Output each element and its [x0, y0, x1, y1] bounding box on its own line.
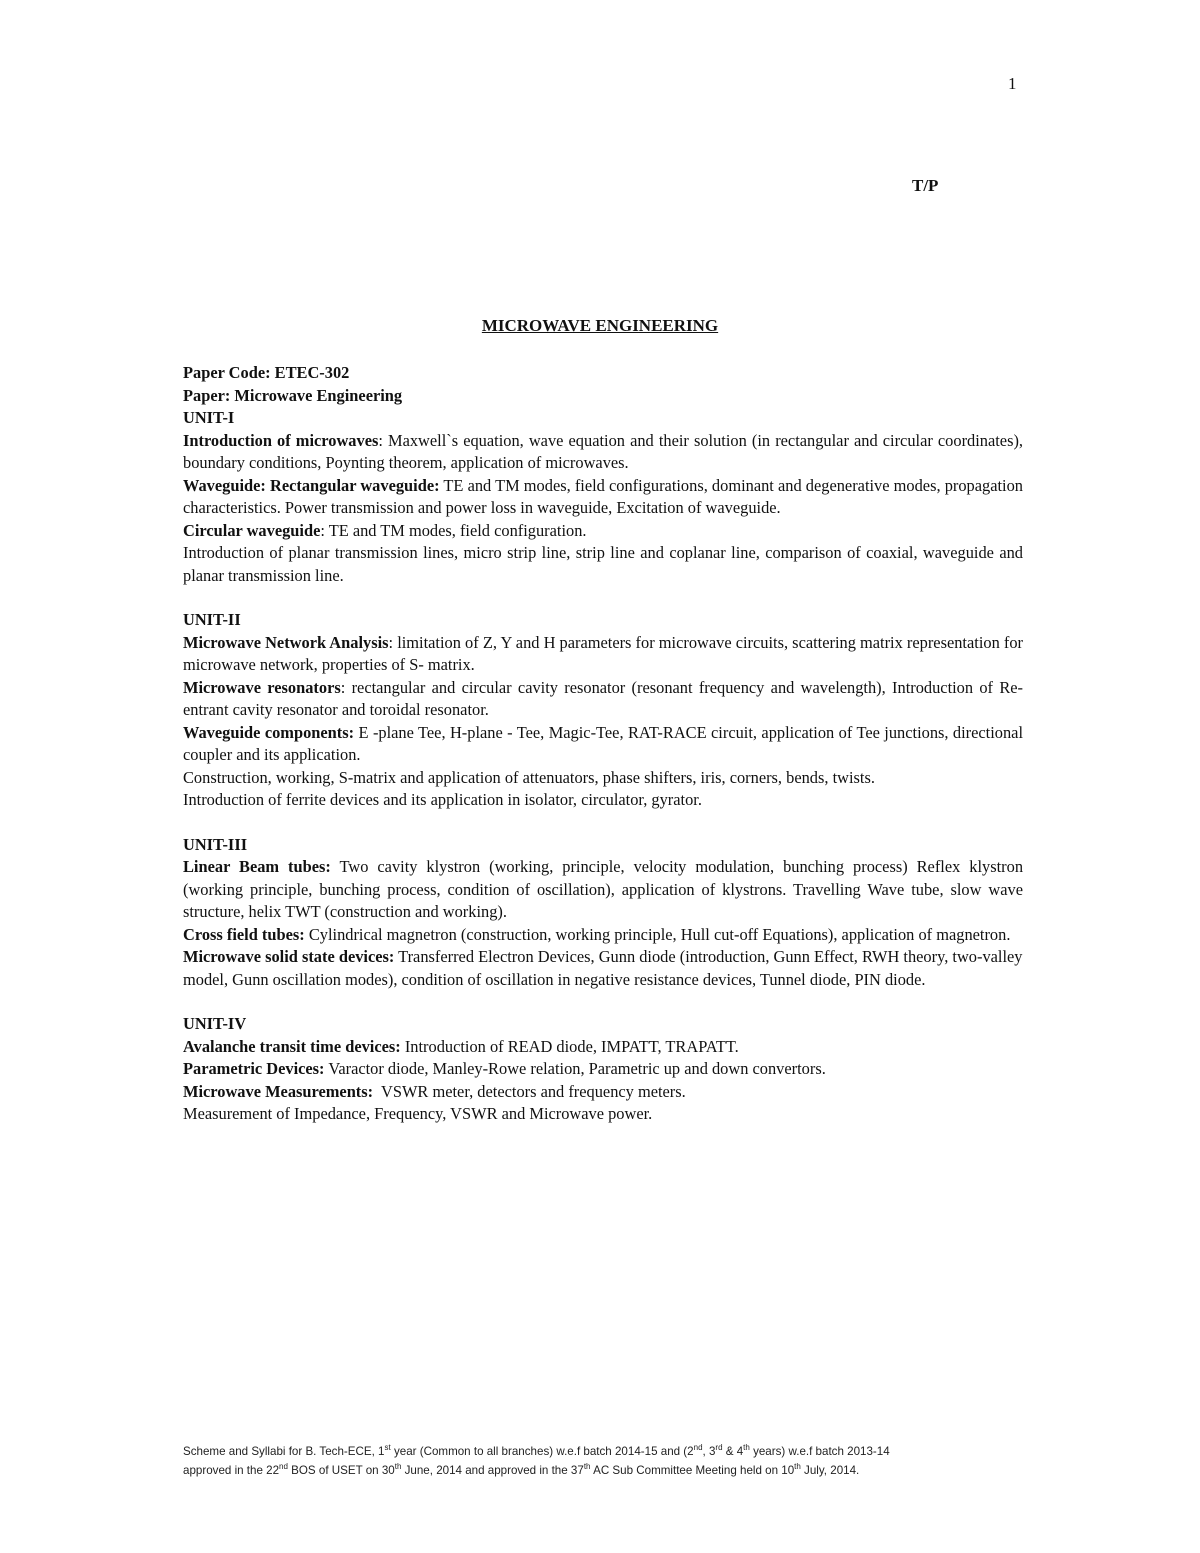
unit-2-network: Microwave Network Analysis: limitation of Z, Y and H parameters for microwave circuits, scattering matrix representation for microwave network, properties of S- matrix.	[183, 632, 1023, 674]
footer-line-2: approved in the 22nd BOS of USET on 30th June, 2014 and approved in the 37th AC Sub Committee Meeting held on 10th July, 2014.	[183, 1462, 860, 1477]
unit-2-components: Waveguide components: E -plane Tee, H-plane - Tee, Magic-Tee, RAT-RACE circuit, application of Tee junctions, directional coupler and its application.	[183, 722, 1023, 764]
unit-1-circular: Circular waveguide: TE and TM modes, field configuration.	[183, 520, 587, 540]
unit-1-heading: UNIT-I	[183, 408, 235, 427]
syllabus-content	[183, 362, 1023, 1126]
paper-code: Paper Code: ETEC-302	[183, 363, 350, 382]
page-title: MICROWAVE ENGINEERING	[481, 316, 719, 335]
unit-2-construction: Construction, working, S-matrix and application of attenuators, phase shifters, iris, corners, bends, twists.	[183, 767, 875, 787]
unit-2-resonators: Microwave resonators: rectangular and circular cavity resonator (resonant frequency and wavelength), Introduction of Re-entrant cavity resonator and toroidal resonator.	[183, 677, 1023, 719]
unit-4-measurement-line: Measurement of Impedance, Frequency, VSWR and Microwave power.	[183, 1104, 653, 1123]
footer-line-1: Scheme and Syllabi for B. Tech-ECE, 1st year (Common to all branches) w.e.f batch 2014-15 and (2nd, 3rd & 4th years) w.e.f batch 2013-14	[183, 1443, 890, 1458]
unit-3-cross-field: Cross field tubes: Cylindrical magnetron (construction, working principle, Hull cut-off Equations), application of magnetron.	[183, 924, 1011, 944]
unit-4-parametric: Parametric Devices: Varactor diode, Manley-Rowe relation, Parametric up and down convertors.	[183, 1059, 826, 1078]
unit-4-measurements: Microwave Measurements: VSWR meter, detectors and frequency meters.	[183, 1081, 686, 1101]
page-number: 1	[1008, 74, 1017, 93]
unit-2-ferrite: Introduction of ferrite devices and its application in isolator, circulator, gyrator.	[183, 790, 702, 809]
unit-2-heading: UNIT-II	[183, 610, 241, 629]
unit-1-planar: Introduction of planar transmission lines, micro strip line, strip line and coplanar line, comparison of coaxial, waveguide and planar transmission line.	[183, 543, 1023, 585]
unit-4-avalanche: Avalanche transit time devices: Introduction of READ diode, IMPATT, TRAPATT.	[183, 1036, 739, 1056]
tp-label: T/P	[912, 176, 939, 195]
page-footer	[183, 1442, 1043, 1480]
unit-4-heading: UNIT-IV	[183, 1014, 247, 1033]
unit-3-solid-state: Microwave solid state devices: Transferred Electron Devices, Gunn diode (introduction, Gunn Effect, RWH theory, two-valley model, Gunn oscillation modes), condition of oscillation in negative resistance devices, Tunnel diode, PIN diode.	[183, 947, 1023, 989]
paper-name: Paper: Microwave Engineering	[183, 385, 403, 405]
unit-1-intro: Introduction of microwaves: Maxwell`s equation, wave equation and their solution (in rectangular and circular coordinates), boundary conditions, Poynting theorem, application of microwaves.	[183, 430, 1024, 472]
unit-3-heading: UNIT-III	[183, 834, 248, 854]
unit-3-linear-beam: Linear Beam tubes: Two cavity klystron (working, principle, velocity modulation, bunching process) Reflex klystron (working principle, bunching process, condition of oscillation), application of klystrons. Travelling Wave tube, slow wave structure, helix TWT (construction and working).	[183, 857, 1024, 921]
unit-1-waveguide: Waveguide: Rectangular waveguide: TE and TM modes, field configurations, dominant and degenerative modes, propagation characteristics. Power transmission and power loss in waveguide, Excitation of waveguide.	[183, 475, 1023, 517]
